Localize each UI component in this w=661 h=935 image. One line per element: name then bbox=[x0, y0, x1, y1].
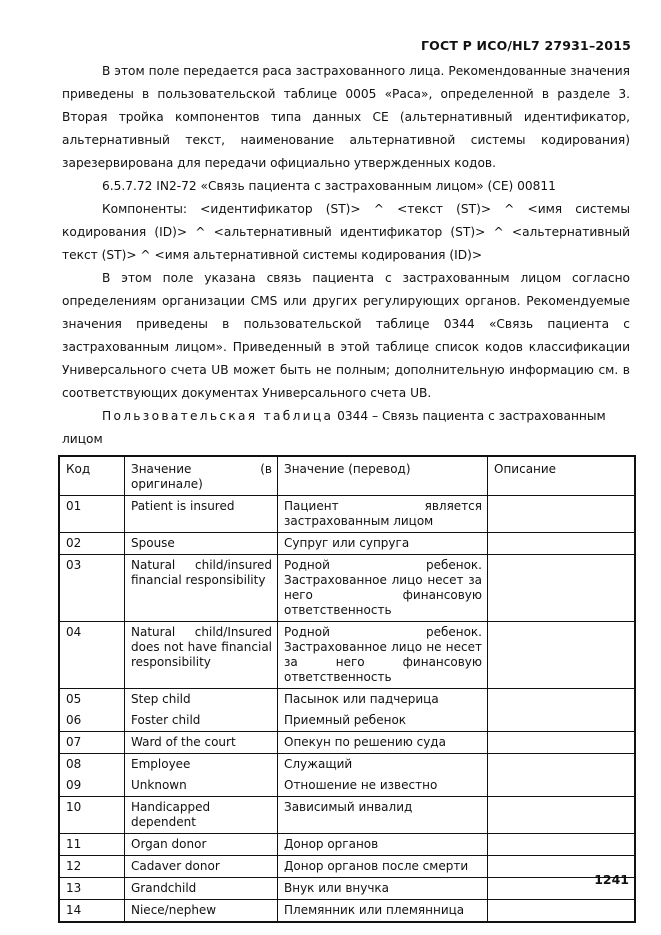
table-row bbox=[59, 622, 635, 689]
cell-translation: Пасынок или падчерица bbox=[278, 689, 488, 711]
cell-original: Grandchild bbox=[125, 878, 278, 900]
body-text bbox=[62, 60, 630, 451]
cell-original: Natural child/Insured does not have financial responsibility bbox=[125, 622, 278, 689]
table-row bbox=[59, 555, 635, 622]
cell-original: Handicapped dependent bbox=[125, 797, 278, 834]
cell-code: 12 bbox=[59, 856, 125, 878]
cell-original: Natural child/insured financial responsibility bbox=[125, 555, 278, 622]
paragraph-race: В этом поле передается раса застрахованного лица. Рекомендованные значения приведены в пользовательской таблице 0005 «Раса», определенной в разделе 3. Вторая тройка компонентов типа данных CE (альтернативный идентификатор, альтернативный текст, наименование альтернативной системы кодирования) зарезервирована для передачи официально утвержденных кодов. bbox=[62, 64, 630, 170]
table-row bbox=[59, 754, 635, 776]
cell-translation: Опекун по решению суда bbox=[278, 732, 488, 754]
header-original: Значение (в оригинале) bbox=[125, 456, 278, 496]
table-row bbox=[59, 689, 635, 711]
cell-translation: Родной ребенок. Застрахованное лицо не несет за него финансовую ответственность bbox=[278, 622, 488, 689]
table-row bbox=[59, 856, 635, 878]
header-translation: Значение (перевод) bbox=[278, 456, 488, 496]
cell-description bbox=[488, 900, 636, 923]
cell-description bbox=[488, 496, 636, 533]
cell-code: 05 bbox=[59, 689, 125, 711]
table-row bbox=[59, 834, 635, 856]
cell-code: 04 bbox=[59, 622, 125, 689]
cell-original: Step child bbox=[125, 689, 278, 711]
cell-original: Spouse bbox=[125, 533, 278, 555]
cell-translation: Служащий bbox=[278, 754, 488, 776]
table-caption-label: Пользовательская таблица bbox=[102, 409, 334, 423]
cell-description bbox=[488, 732, 636, 754]
paragraph-components: Компоненты: <идентификатор (ST)> ^ <текст (ST)> ^ <имя системы кодирования (ID)> ^ <альтернативный идентификатор (ST)> ^ <альтернативный текст (ST)> ^ <имя альтернативной системы кодирования (ID)> bbox=[62, 202, 630, 262]
cell-original: Unknown bbox=[125, 775, 278, 797]
cell-code: 08 bbox=[59, 754, 125, 776]
table-row bbox=[59, 533, 635, 555]
cell-translation: Внук или внучка bbox=[278, 878, 488, 900]
table-row bbox=[59, 775, 635, 797]
cell-translation: Приемный ребенок bbox=[278, 710, 488, 732]
cell-code: 10 bbox=[59, 797, 125, 834]
cell-translation: Донор органов после смерти bbox=[278, 856, 488, 878]
cell-translation: Племянник или племянница bbox=[278, 900, 488, 923]
table-row bbox=[59, 732, 635, 754]
cell-code: 11 bbox=[59, 834, 125, 856]
table-row bbox=[59, 900, 635, 923]
cell-code: 03 bbox=[59, 555, 125, 622]
cell-description bbox=[488, 797, 636, 834]
cell-description bbox=[488, 689, 636, 711]
cell-original: Cadaver donor bbox=[125, 856, 278, 878]
cell-code: 09 bbox=[59, 775, 125, 797]
section-heading: 6.5.7.72 IN2-72 «Связь пациента с застрахованным лицом» (CE) 00811 bbox=[102, 179, 556, 193]
page-number: 1241 bbox=[594, 872, 629, 887]
cell-translation: Донор органов bbox=[278, 834, 488, 856]
cell-original: Ward of the court bbox=[125, 732, 278, 754]
cell-translation: Отношение не известно bbox=[278, 775, 488, 797]
cell-original: Niece/nephew bbox=[125, 900, 278, 923]
cell-original: Organ donor bbox=[125, 834, 278, 856]
cell-description bbox=[488, 555, 636, 622]
table-row bbox=[59, 878, 635, 900]
table-row bbox=[59, 710, 635, 732]
cell-code: 07 bbox=[59, 732, 125, 754]
header-description: Описание bbox=[488, 456, 636, 496]
cell-description bbox=[488, 533, 636, 555]
cell-code: 13 bbox=[59, 878, 125, 900]
table-caption-title: 0344 – Связь пациента с застрахованным лицом bbox=[62, 409, 606, 446]
cell-description bbox=[488, 710, 636, 732]
cell-original: Foster child bbox=[125, 710, 278, 732]
table-row bbox=[59, 496, 635, 533]
cell-original: Patient is insured bbox=[125, 496, 278, 533]
cell-translation: Супруг или супруга bbox=[278, 533, 488, 555]
table-header-row bbox=[59, 456, 635, 496]
table-row bbox=[59, 797, 635, 834]
cell-code: 01 bbox=[59, 496, 125, 533]
table-caption bbox=[62, 405, 630, 451]
cell-code: 14 bbox=[59, 900, 125, 923]
header-code: Код bbox=[59, 456, 125, 496]
cell-description bbox=[488, 775, 636, 797]
cell-description bbox=[488, 622, 636, 689]
document-header: ГОСТ Р ИСО/HL7 27931–2015 bbox=[421, 38, 631, 53]
cell-description bbox=[488, 834, 636, 856]
cell-translation: Зависимый инвалид bbox=[278, 797, 488, 834]
cell-description bbox=[488, 754, 636, 776]
cell-original: Employee bbox=[125, 754, 278, 776]
cell-translation: Родной ребенок. Застрахованное лицо несет за него финансовую ответственность bbox=[278, 555, 488, 622]
cell-code: 06 bbox=[59, 710, 125, 732]
paragraph-relationship: В этом поле указана связь пациента с застрахованным лицом согласно определениям организации CMS или других регулирующих органов. Рекомендуемые значения приведены в пользовательской таблице 0344 «Связь пациента с застрахованным лицом». Приведенный в этой таблице список кодов классификации Универсального счета UB может быть не полным; дополнительную информацию см. в соответствующих документах Универсального счета UB. bbox=[62, 271, 630, 400]
cell-code: 02 bbox=[59, 533, 125, 555]
relationship-table bbox=[58, 455, 636, 923]
cell-translation: Пациент является застрахованным лицом bbox=[278, 496, 488, 533]
